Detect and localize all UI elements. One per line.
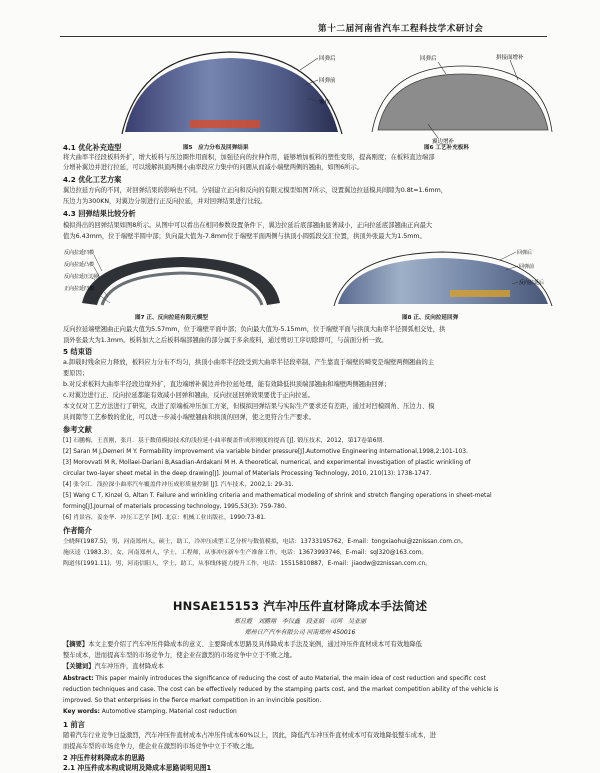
fig7-label: 正向拉延凹模 [64, 286, 95, 292]
body-line: a.卸载时残余应力释放，板料应力分布不均匀，拱顶小曲率半径段受到大曲率半径段牵制，产生靠直于端壁的畸变是端壁两侧翘曲的主 [63, 359, 435, 366]
body-line: c.对翼边进行正、反向拉延都能有效减小回弹和翘曲，反向拉延回弹效果要优于正向拉延。 [63, 392, 315, 399]
reference-line: [6] 肖景容，姜奎华．冲压工艺学 [M]. 北京：机械工业出版社，1990:73-81. [63, 515, 266, 521]
figure-5-caption: 图5 应力分布及回弹结果 [183, 145, 249, 151]
reference-line: [2] Saran M J,Demeri M Y. Formability improvement via variable binder pressure[J].Automotive Engineering International,1998,2:101-103. [63, 449, 468, 455]
fig8-label: 回弹前 [519, 264, 535, 270]
body-line: 值为6.43mm，位于端壁半圆中部；负向最大值为-7.8mm位于端壁平面两侧与拱顶小圆弧段交汇位置，拱顶外张最大为1.5mm。 [63, 233, 426, 240]
abstract-en-label: Abstract: [63, 676, 94, 682]
fig6-label: 翼边增补 [432, 139, 455, 144]
body-line: b.对反求板料大曲率半径段边缘外扩，直边端增补翼边并作拉延处理，能有效降低拱顶端部翘曲和端壁两侧翘曲回弹； [63, 381, 391, 388]
keywords-en-line: Key words: Automotive stamping, Material cost reduction [63, 709, 237, 715]
section-heading: 2.1 冲压件成本构成说明及降成本思路说明见图1 [63, 764, 212, 772]
body-line: 模拟得出的回弹结果如图8所示。从图中可以看出在相同参数设置条件下，翼边拉延后底部翘曲显著减小，正向拉延底部翘曲正向最大 [63, 222, 433, 229]
fig6-label: 拼接面增补 [496, 55, 524, 61]
figure-6-image [368, 52, 553, 144]
section-heading: 参考文献 [63, 425, 92, 434]
abstract-en-line: improved. So that enterprises in the fierce market competition in an invincible position. [63, 698, 322, 704]
fig8-deviation-band [450, 290, 510, 297]
fig6-blank-shape [378, 74, 548, 130]
fig8-label: 回弹后 [517, 250, 533, 256]
header-rule [60, 36, 547, 37]
section-heading: 5 结束语 [63, 347, 93, 356]
abstract-cn-line: 整车成本，进而提高车型的市场竞争力，使企业在激烈的市场竞争中立于不败之地。 [63, 652, 296, 659]
reference-line: [4] 张令江．浅拉深小曲率汽车覆盖件冲压成形质量控制 [J]. 汽车技术，2002,1: 29-31. [63, 482, 294, 488]
section-heading: 2 冲压件材料降成本的思路 [63, 754, 145, 762]
section-heading: 4.3 回弹结果比较分析 [63, 209, 136, 218]
keywords-cn-line: 【关键词】汽车冲压件，直材降成本 [63, 663, 164, 670]
paper-title: HNSAE15153 汽车冲压件直材降成本手法简述 [172, 599, 428, 613]
fig7-die-shape [82, 257, 280, 305]
figure-7-image [62, 243, 287, 313]
body-line: 反向拉延端壁翘曲正向最大值为5.57mm，位于端壁平面中部；负向最大值为-5.15mm，位于端壁平面与拱顶大曲率半径圆弧相交处，拱 [63, 326, 446, 333]
fig8-label: 反向拉延后 [519, 280, 545, 286]
abstract-cn-label: 【摘要】 [63, 641, 89, 648]
section-heading: 作者简介 [63, 526, 92, 535]
reference-line: [5] Wang C T, Kinzel G, Altan T. Failure and wrinkling criteria and mathematical modeling of shrink and stretch flanging operations in sheet-metal [63, 493, 492, 499]
figure-8-caption: 图8 正、反向拉延回弹 [402, 315, 459, 321]
fig5-stress-band [190, 120, 260, 128]
fig7-label: 反向拉延凹模 [64, 250, 95, 256]
body-line: 压边力为300KN，对翼边分别进行正反向拉延，并对回弹结果进行比较。 [63, 198, 267, 205]
body-line: 本文仅对工艺方法进行了研究，改进了原端板冲压加工方案，但模拟回弹结果与实际生产要求还有差距，通过对凹模圆角、压边力、模 [63, 403, 435, 410]
fig7-label: 反向拉延凸模 [64, 262, 95, 268]
fig8-part-shape [338, 258, 548, 304]
body-line: 将大曲率半径段板料外扩，增大板料与压边圈作用面积，加强径向的拉伸作用，能够增加板料的塑性变形，提高刚度；在板料直边端部 [63, 154, 435, 161]
fig5-label: 零件 [319, 100, 331, 106]
reference-line: circular two-layer sheet metal in the deep drawing[J]. Journal of Materials Processing Technology, 2010, 210(13): 1738-1747. [63, 471, 432, 477]
body-line: 随着汽车行业竞争日益激烈，汽车冲压件直材成本占冲压件成本60%以上，因此，降低汽车冲压件直材成本可有效地降低整车成本，进 [63, 732, 436, 739]
abstract-en-line: reduction techniques and case. The cost can be effectively reduced by the stamping parts cost, and the market competition ability of the vehicle is [63, 687, 499, 693]
reference-line: [3] Morovvati M R, Mollaei-Dariani B,Asadian-Ardakani M H. A theoretical, numerical, and experimental investigation of plastic wrinkling of [63, 460, 471, 466]
author-bio-line: 施庆逵（1983.3），女，河南郑州人，学士，工程师，从事冲压新车生产准备工作，电话：13673993746，E-mail：sql320@163.com。 [63, 550, 428, 556]
fig7-punch-shape [102, 273, 262, 305]
body-line: 具间隙等工艺参数的优化，可以进一步减小端壁翘曲和拱顶的回弹，使之更符合生产要求。 [63, 414, 315, 421]
abstract-en-line: Abstract: This paper mainly introduces the significance of reducing the cost of auto Material, the main idea of cost reduction and specific cost [63, 676, 486, 682]
fig7-label: 反向拉延压边圈 [64, 274, 100, 280]
author-bio-line: 陶道伟(1991.11)，男，河南信阳人，学士，助工，从事线体能力提升工作，电话：15515810887，E-mail：jiaodw@zznissan.com.cn。 [63, 561, 432, 567]
figure-5-image [120, 50, 345, 142]
section-heading: 4.1 优化补充造型 [63, 143, 122, 152]
body-line: 而提高车型的市场竞争力，使企业在激烈的市场竞争中立于不败之地。 [63, 743, 259, 750]
running-header: 第十二届河南省汽车工程科技学术研讨会 [318, 24, 484, 34]
keywords-cn-label: 【关键词】 [63, 663, 95, 670]
fig5-label: 回弹后 [319, 56, 336, 62]
keywords-en-label: Key words: [63, 709, 100, 715]
section-heading: 1 前言 [63, 720, 85, 729]
reference-line: forming[J].Journal of materials processing technology, 1995,53(3): 759-780. [63, 504, 287, 510]
body-line: 翼边拉延方向的不同，对回弹结果的影响也不同。分别建立正向和反向的有限元模型如图7所示，设置翼边拉延模具间隙为0.8t=1.6mm， [63, 187, 448, 194]
body-line: 顶外张最大为1.3mm。板料加大之后板料端部翘曲的部分属于多余废料，通过剪切工序切除即可，与前面分析一致。 [63, 337, 388, 344]
fig6-label: 回弹后 [420, 56, 437, 62]
author-bio-line: 仝晓辉(1987.5)，男，河南郑州人，硕士，助工，冷冲压成型工艺分析与数值模拟，电话：13733195762，E-mail：tongxiaohui@zznissan.com.cn。 [63, 539, 467, 545]
reference-line: [1] 石鹏梅，王喜刚，张月．基于数值模拟技术的浅拉延小曲率覆盖件成形刚度的提高 [J]. 锻压技术，2012，第17卷第6期． [63, 438, 389, 444]
body-line: 要原因； [63, 370, 89, 377]
body-line: 分增补翼边并进行拉延，可以缓解拱顶两侧小曲率段应力集中的问题从而减小端壁两侧的翘曲，如图6所示。 [63, 164, 363, 171]
section-heading: 4.2 优化工艺方案 [63, 175, 122, 184]
paper-authors: 郑旦霞 刘鹏翔 李汉鑫 段亚娟 司珂 吴亚丽 [233, 618, 366, 625]
figure-6-caption: 图6 工艺补充板料 [424, 145, 469, 151]
fig5-label: 回弹前 [319, 78, 336, 84]
figure-8-image [330, 246, 555, 312]
figure-7-caption: 图7 正、反向拉延有限元模型 [135, 315, 208, 321]
abstract-cn-line: 【摘要】本文主要介绍了汽车冲压件降成本的意义、主要降成本思路及具体降成本手法及案例，通过冲压件直材成本可有效地降低 [63, 641, 422, 648]
paper-affiliation: 郑州日产汽车有限公司 河南郑州 450016 [244, 629, 356, 636]
